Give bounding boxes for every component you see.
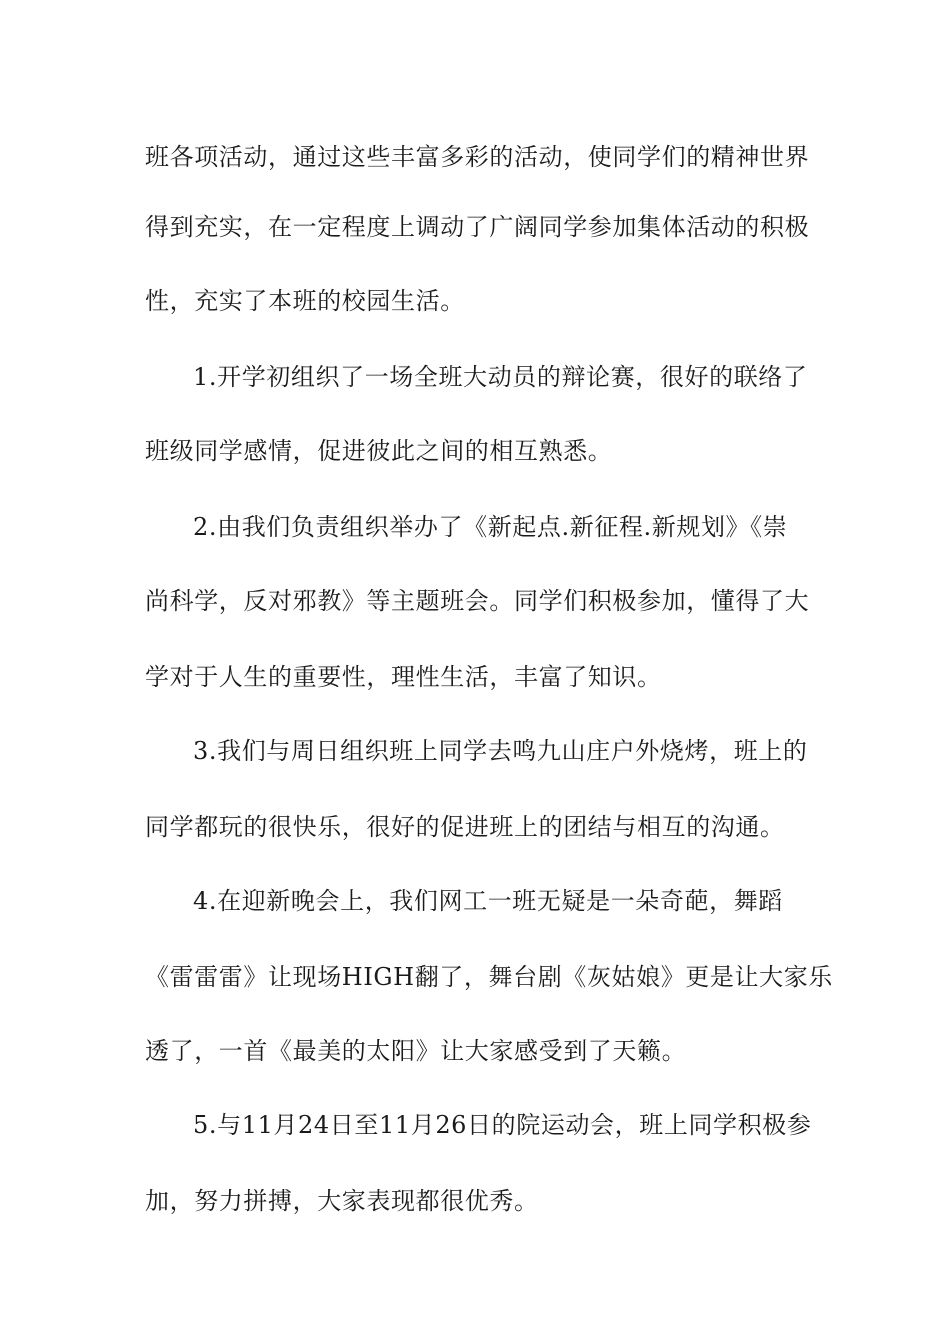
text-line: 5.与11月24日至11月26日的院运动会，班上同学积极参 — [193, 1111, 812, 1139]
text-line: 透了，一首《最美的太阳》让大家感受到了天籁。 — [145, 1037, 687, 1065]
text-line: 学对于人生的重要性，理性生活，丰富了知识。 — [145, 663, 662, 691]
text-line: 《雷雷雷》让现场HIGH翻了，舞台剧《灰姑娘》更是让大家乐 — [145, 963, 833, 991]
text-line: 尚科学，反对邪教》等主题班会。同学们积极参加，懂得了大 — [145, 587, 810, 615]
text-line: 性，充实了本班的校园生活。 — [145, 287, 465, 315]
text-line: 班各项活动，通过这些丰富多彩的活动，使同学们的精神世界 — [145, 143, 810, 171]
text-line: 同学都玩的很快乐，很好的促进班上的团结与相互的沟通。 — [145, 813, 785, 841]
text-line: 3.我们与周日组织班上同学去鸣九山庄户外烧烤，班上的 — [193, 737, 808, 765]
text-line: 1.开学初组织了一场全班大动员的辩论赛，很好的联络了 — [193, 363, 808, 391]
text-line: 2.由我们负责组织举办了《新起点.新征程.新规划》《崇 — [193, 513, 788, 541]
text-line: 4.在迎新晚会上，我们网工一班无疑是一朵奇葩，舞蹈 — [193, 887, 783, 915]
text-line: 得到充实，在一定程度上调动了广阔同学参加集体活动的积极 — [145, 213, 810, 241]
text-line: 班级同学感情，促进彼此之间的相互熟悉。 — [145, 437, 613, 465]
text-line: 加，努力拼搏，大家表现都很优秀。 — [145, 1187, 539, 1215]
